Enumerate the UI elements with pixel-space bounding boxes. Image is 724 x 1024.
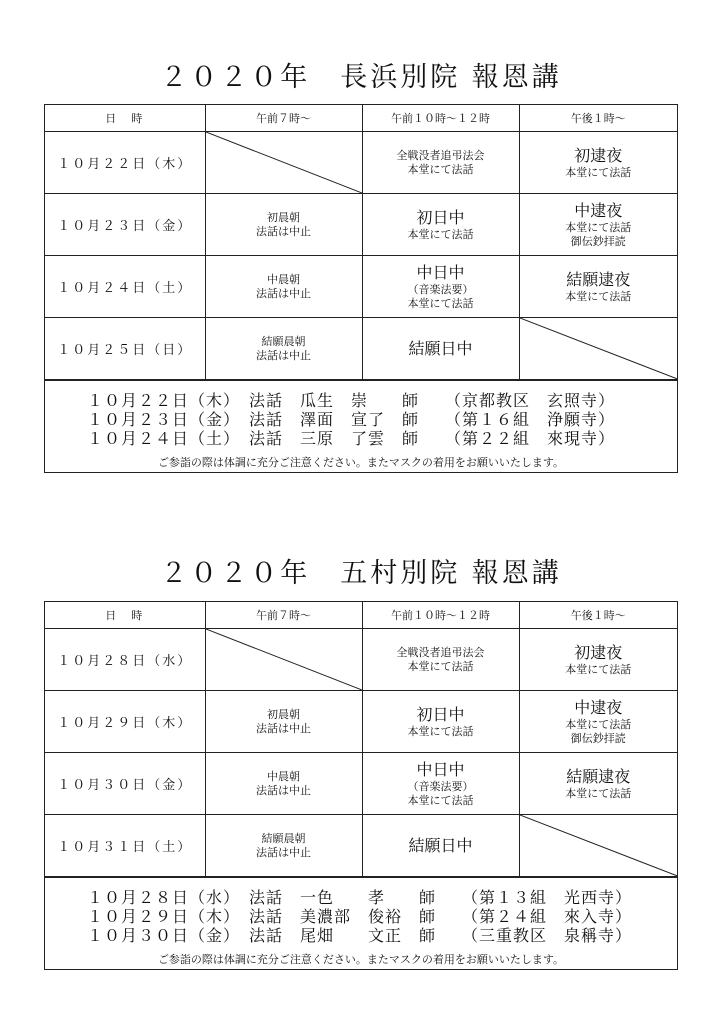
diagonal-line xyxy=(520,815,678,876)
cell-line: 初逮夜 xyxy=(574,642,623,662)
row-date: １０月２４日（土） xyxy=(45,256,205,318)
cell-midday xyxy=(362,629,519,691)
cell-afternoon xyxy=(519,194,677,256)
row-date: １０月２２日（木） xyxy=(45,132,205,194)
table-row xyxy=(45,691,677,753)
cell-line: 法話は中止 xyxy=(256,286,311,300)
schedule-table xyxy=(45,105,677,380)
preacher-line: １０月２３日（金） 法話 澤面 宣了 師 （第１６組 浄願寺） xyxy=(87,410,616,429)
cell-line: 法話は中止 xyxy=(256,224,311,238)
cell-line: 結願日中 xyxy=(408,338,473,358)
cell-line: 本堂にて法話 xyxy=(407,724,474,738)
cell-midday xyxy=(362,194,519,256)
schedule-table xyxy=(45,602,677,877)
cell-midday xyxy=(362,256,519,318)
diagonal-line xyxy=(206,132,362,193)
preacher-line: １０月３０日（金） 法話 尾畑 文正 師 （三重教区 泉稱寺） xyxy=(87,926,633,945)
cell-morning xyxy=(205,815,362,877)
cell-afternoon xyxy=(519,256,677,318)
cell-line: 本堂にて法話 xyxy=(407,162,474,176)
cell-line: 中晨朝 xyxy=(267,272,300,286)
cell-midday xyxy=(362,132,519,194)
cell-line: 結願晨朝 xyxy=(261,831,306,845)
cell-line: 結願晨朝 xyxy=(261,334,306,348)
cell-line: 本堂にて法話 xyxy=(565,786,632,800)
preacher-notes xyxy=(45,380,677,472)
header-afternoon: 午後１時～ xyxy=(519,602,677,629)
cell-line: 本堂にて法話 xyxy=(565,220,632,234)
cell-line: 中逮夜 xyxy=(574,200,623,220)
preacher-line: １０月２９日（木） 法話 美濃部 俊裕 師 （第２４組 來入寺） xyxy=(87,907,633,926)
page-title: ２０２０年 長浜別院 報恩講 xyxy=(160,62,562,93)
cell-line: 初晨朝 xyxy=(267,707,300,721)
cell-afternoon xyxy=(519,629,677,691)
header-afternoon: 午後１時～ xyxy=(519,105,677,132)
cell-line: 結願日中 xyxy=(408,835,473,855)
header-date: 日 時 xyxy=(45,105,205,132)
table-row xyxy=(45,753,677,815)
page-title: ２０２０年 五村別院 報恩講 xyxy=(160,558,562,589)
cell-line: （音楽法要） xyxy=(407,282,474,296)
row-date: １０月２５日（日） xyxy=(45,318,205,380)
cell-line: 初晨朝 xyxy=(267,210,300,224)
cell-line: 初日中 xyxy=(416,704,465,724)
notice-text: ご参詣の際は体調に充分ご注意ください。またマスクの着用をお願いいたします。 xyxy=(157,953,565,966)
cell-midday xyxy=(362,815,519,877)
cell-morning xyxy=(205,256,362,318)
header-midday: 午前１０時～１２時 xyxy=(362,105,519,132)
header-morning: 午前７時～ xyxy=(205,105,362,132)
cell-line: （音楽法要） xyxy=(407,779,474,793)
cell-line: 中晨朝 xyxy=(267,769,300,783)
schedule-frame xyxy=(44,104,678,473)
header-morning: 午前７時～ xyxy=(205,602,362,629)
cell-morning xyxy=(205,132,362,194)
cell-line: 本堂にて法話 xyxy=(407,227,474,241)
cell-afternoon xyxy=(519,815,677,877)
cell-line: 御伝鈔拝読 xyxy=(570,731,626,745)
cell-line: 全戦没者追弔法会 xyxy=(396,645,485,659)
table-row xyxy=(45,318,677,380)
preacher-notes xyxy=(45,877,677,969)
row-date: １０月２３日（金） xyxy=(45,194,205,256)
cell-midday xyxy=(362,318,519,380)
cell-line: 本堂にて法話 xyxy=(565,662,632,676)
row-date: １０月２９日（木） xyxy=(45,691,205,753)
table-row xyxy=(45,629,677,691)
cell-line: 本堂にて法話 xyxy=(565,717,632,731)
cell-line: 結願逮夜 xyxy=(566,269,631,289)
row-date: １０月２８日（水） xyxy=(45,629,205,691)
cell-afternoon xyxy=(519,753,677,815)
diagonal-line xyxy=(206,629,362,690)
header-date: 日 時 xyxy=(45,602,205,629)
cell-line: 中日中 xyxy=(416,759,465,779)
notice-text: ご参詣の際は体調に充分ご注意ください。またマスクの着用をお願いいたします。 xyxy=(157,456,565,469)
preacher-line: １０月２４日（土） 法話 三原 了雲 師 （第２２組 來現寺） xyxy=(87,429,616,448)
cell-line: 結願逮夜 xyxy=(566,766,631,786)
diagonal-line xyxy=(520,318,678,379)
cell-line: 中逮夜 xyxy=(574,697,623,717)
cell-line: 本堂にて法話 xyxy=(407,296,474,310)
row-date: １０月３０日（金） xyxy=(45,753,205,815)
cell-line: 中日中 xyxy=(416,262,465,282)
cell-line: 全戦没者追弔法会 xyxy=(396,148,485,162)
cell-line: 法話は中止 xyxy=(256,845,311,859)
cell-line: 本堂にて法話 xyxy=(407,793,474,807)
cell-line: 本堂にて法話 xyxy=(565,165,632,179)
table-row xyxy=(45,256,677,318)
table-row xyxy=(45,132,677,194)
cell-midday xyxy=(362,753,519,815)
cell-morning xyxy=(205,194,362,256)
cell-line: 法話は中止 xyxy=(256,783,311,797)
cell-morning xyxy=(205,753,362,815)
preacher-line: １０月２２日（木） 法話 瓜生 崇 師 （京都教区 玄照寺） xyxy=(87,391,616,410)
header-midday: 午前１０時～１２時 xyxy=(362,602,519,629)
cell-afternoon xyxy=(519,691,677,753)
cell-afternoon xyxy=(519,132,677,194)
schedule-frame xyxy=(44,601,678,970)
cell-morning xyxy=(205,629,362,691)
cell-line: 初逮夜 xyxy=(574,145,623,165)
cell-afternoon xyxy=(519,318,677,380)
cell-line: 御伝鈔拝読 xyxy=(570,234,626,248)
cell-line: 法話は中止 xyxy=(256,348,311,362)
cell-morning xyxy=(205,691,362,753)
cell-midday xyxy=(362,691,519,753)
preacher-line: １０月２８日（水） 法話 一色 孝 師 （第１３組 光西寺） xyxy=(87,888,633,907)
cell-line: 本堂にて法話 xyxy=(565,289,632,303)
row-date: １０月３１日（土） xyxy=(45,815,205,877)
cell-line: 本堂にて法話 xyxy=(407,659,474,673)
table-row xyxy=(45,815,677,877)
cell-line: 初日中 xyxy=(416,207,465,227)
table-row xyxy=(45,194,677,256)
cell-line: 法話は中止 xyxy=(256,721,311,735)
cell-morning xyxy=(205,318,362,380)
